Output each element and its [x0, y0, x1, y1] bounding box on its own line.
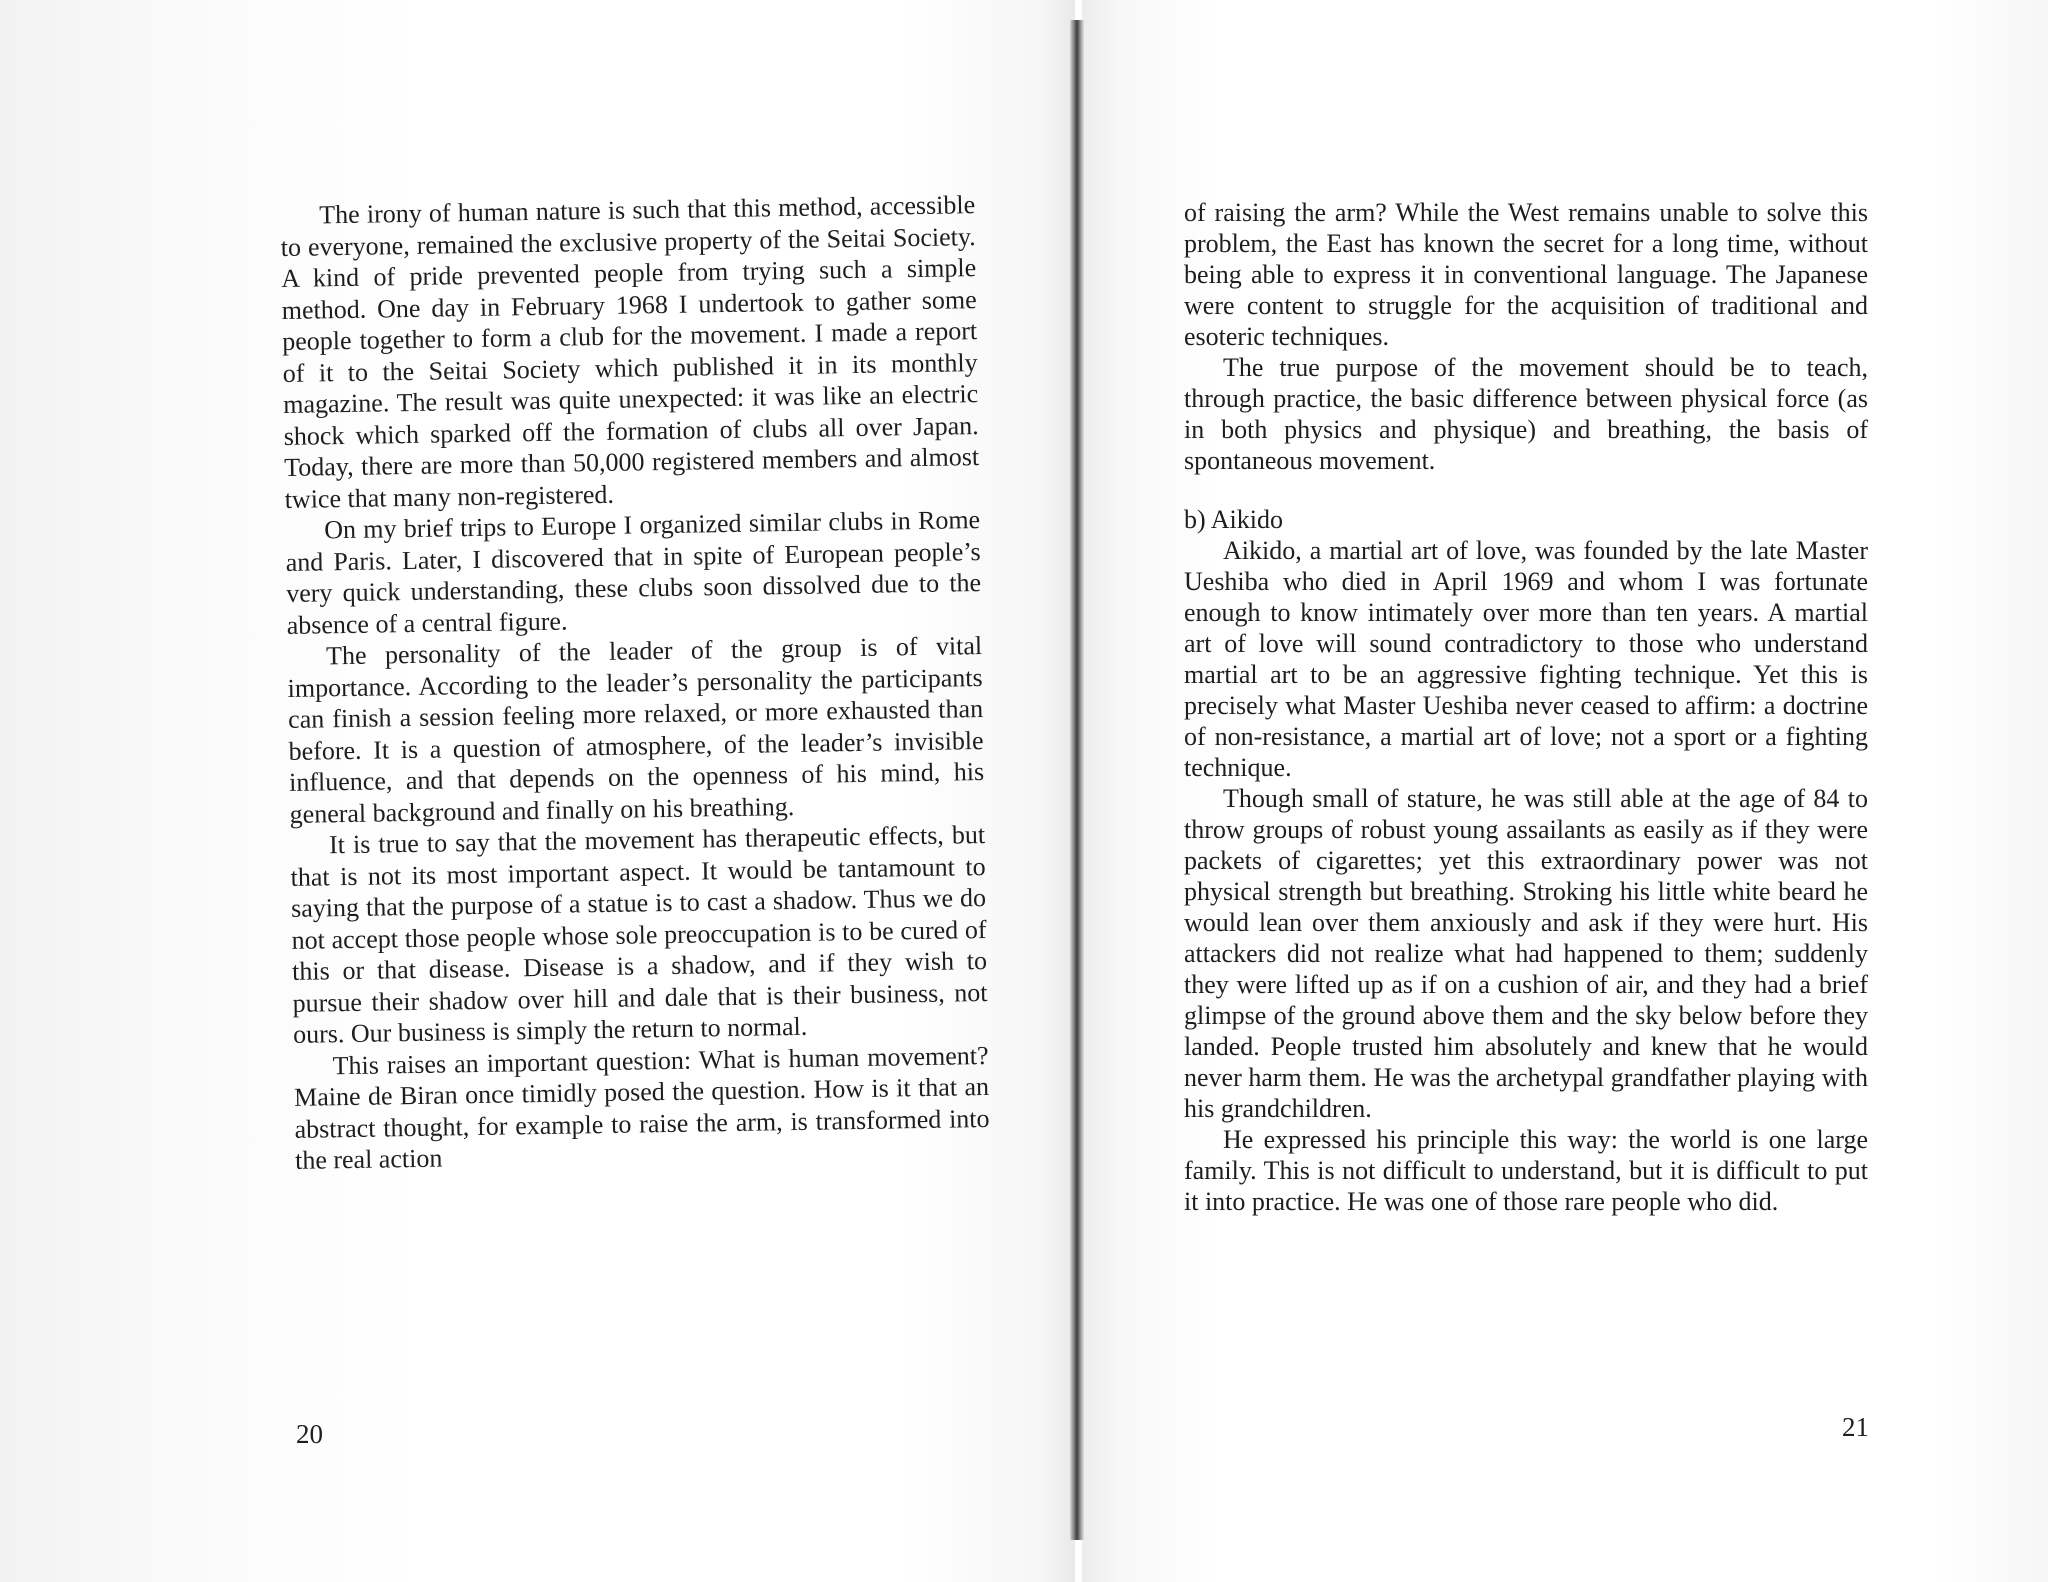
left-paragraph-5: This raises an important question: What is human movement? Maine de Biran once timidly posed the question. How is it that an abstract thought, for example to raise the arm, is transformed into the real action: [293, 1040, 990, 1175]
left-paragraph-4: It is true to say that the movement has therapeutic effects, but that is not its most important aspect. It would be tantamount to saying that the purpose of a statue is to cast a shadow. Thus we do not accept those people whose sole preoccupation is to be cured of this or that disease. Disease is a shadow, and if they wish to pursue their shadow over hill and dale that is their business, not ours. Our business is simply the return to normal.: [290, 820, 988, 1049]
section-heading: b) Aikido: [1184, 505, 1283, 534]
right-paragraph-1: of raising the arm? While the West remains unable to solve this problem, the East has known the secret for a long time, without being able to express it in conventional language. The Japanese were content to struggle for the acquisition of traditional and esoteric techniques.: [1184, 198, 1868, 351]
right-page-text: [1184, 197, 1868, 1217]
left-paragraph-3: The personality of the leader of the group is of vital importance. According to the leader’s personality the participants can finish a session feeling more relaxed, or more exhausted than before. It is a question of atmosphere, of the leader’s invisible influence, and that depends on the openness of his mind, his general background and finally on his breathing.: [287, 631, 985, 829]
right-paragraph-3: Aikido, a martial art of love, was founded by the late Master Ueshiba who died in April 1969 and whom I was fortunate enough to know intimately over more than ten years. A martial art of love will sound contradictory to those who understand martial art to be an aggressive fighting technique. Yet this is precisely what Master Ueshiba never ceased to affirm: a doctrine of non-resistance, a martial art of love; not a sport or a fighting technique.: [1184, 536, 1868, 782]
right-page-number: 21: [1842, 1412, 1869, 1442]
right-paragraph-4: Though small of stature, he was still able at the age of 84 to throw groups of robust young assailants as easily as if they were packets of cigarettes; yet this extraordinary power was not physical strength but breathing. Stroking his little white beard he would lean over them anxiously and ask if they were hurt. His attackers did not realize what had happened to them; suddenly they were lifted up as if on a cushion of air, and they had a brief glimpse of the ground above them and the sky below before they landed. People trusted him absolutely and knew that he would never harm them. He was the archetypal grandfather playing with his grandchildren.: [1184, 784, 1868, 1123]
left-page-text: [280, 189, 990, 1176]
right-paragraph-2: The true purpose of the movement should be to teach, through practice, the basic difference between physical force (as in both physics and physique) and breathing, the basis of spontaneous movement.: [1184, 353, 1868, 475]
right-paragraph-5: He expressed his principle this way: the world is one large family. This is not difficult to understand, but it is difficult to put it into practice. He was one of those rare people who did.: [1184, 1125, 1868, 1216]
left-paragraph-2: On my brief trips to Europe I organized similar clubs in Rome and Paris. Later, I discovered that in spite of European people’s very quick understanding, these clubs soon dissolved due to the absence of a central figure.: [285, 505, 982, 640]
left-paragraph-1: The irony of human nature is such that this method, accessible to everyone, remained the exclusive property of the Seitai Society. A kind of pride prevented people from trying such a simple method. One day in February 1968 I undertook to gather some people together to form a club for the movement. I made a report of it to the Seitai Society which published it in its monthly magazine. The result was quite unexpected: it was like an electric shock which sparked off the formation of clubs all over Japan. Today, there are more than 50,000 registered members and almost twice that many non-registered.: [280, 190, 980, 514]
book-gutter: [1070, 20, 1084, 1540]
left-page-number: 20: [296, 1419, 323, 1449]
